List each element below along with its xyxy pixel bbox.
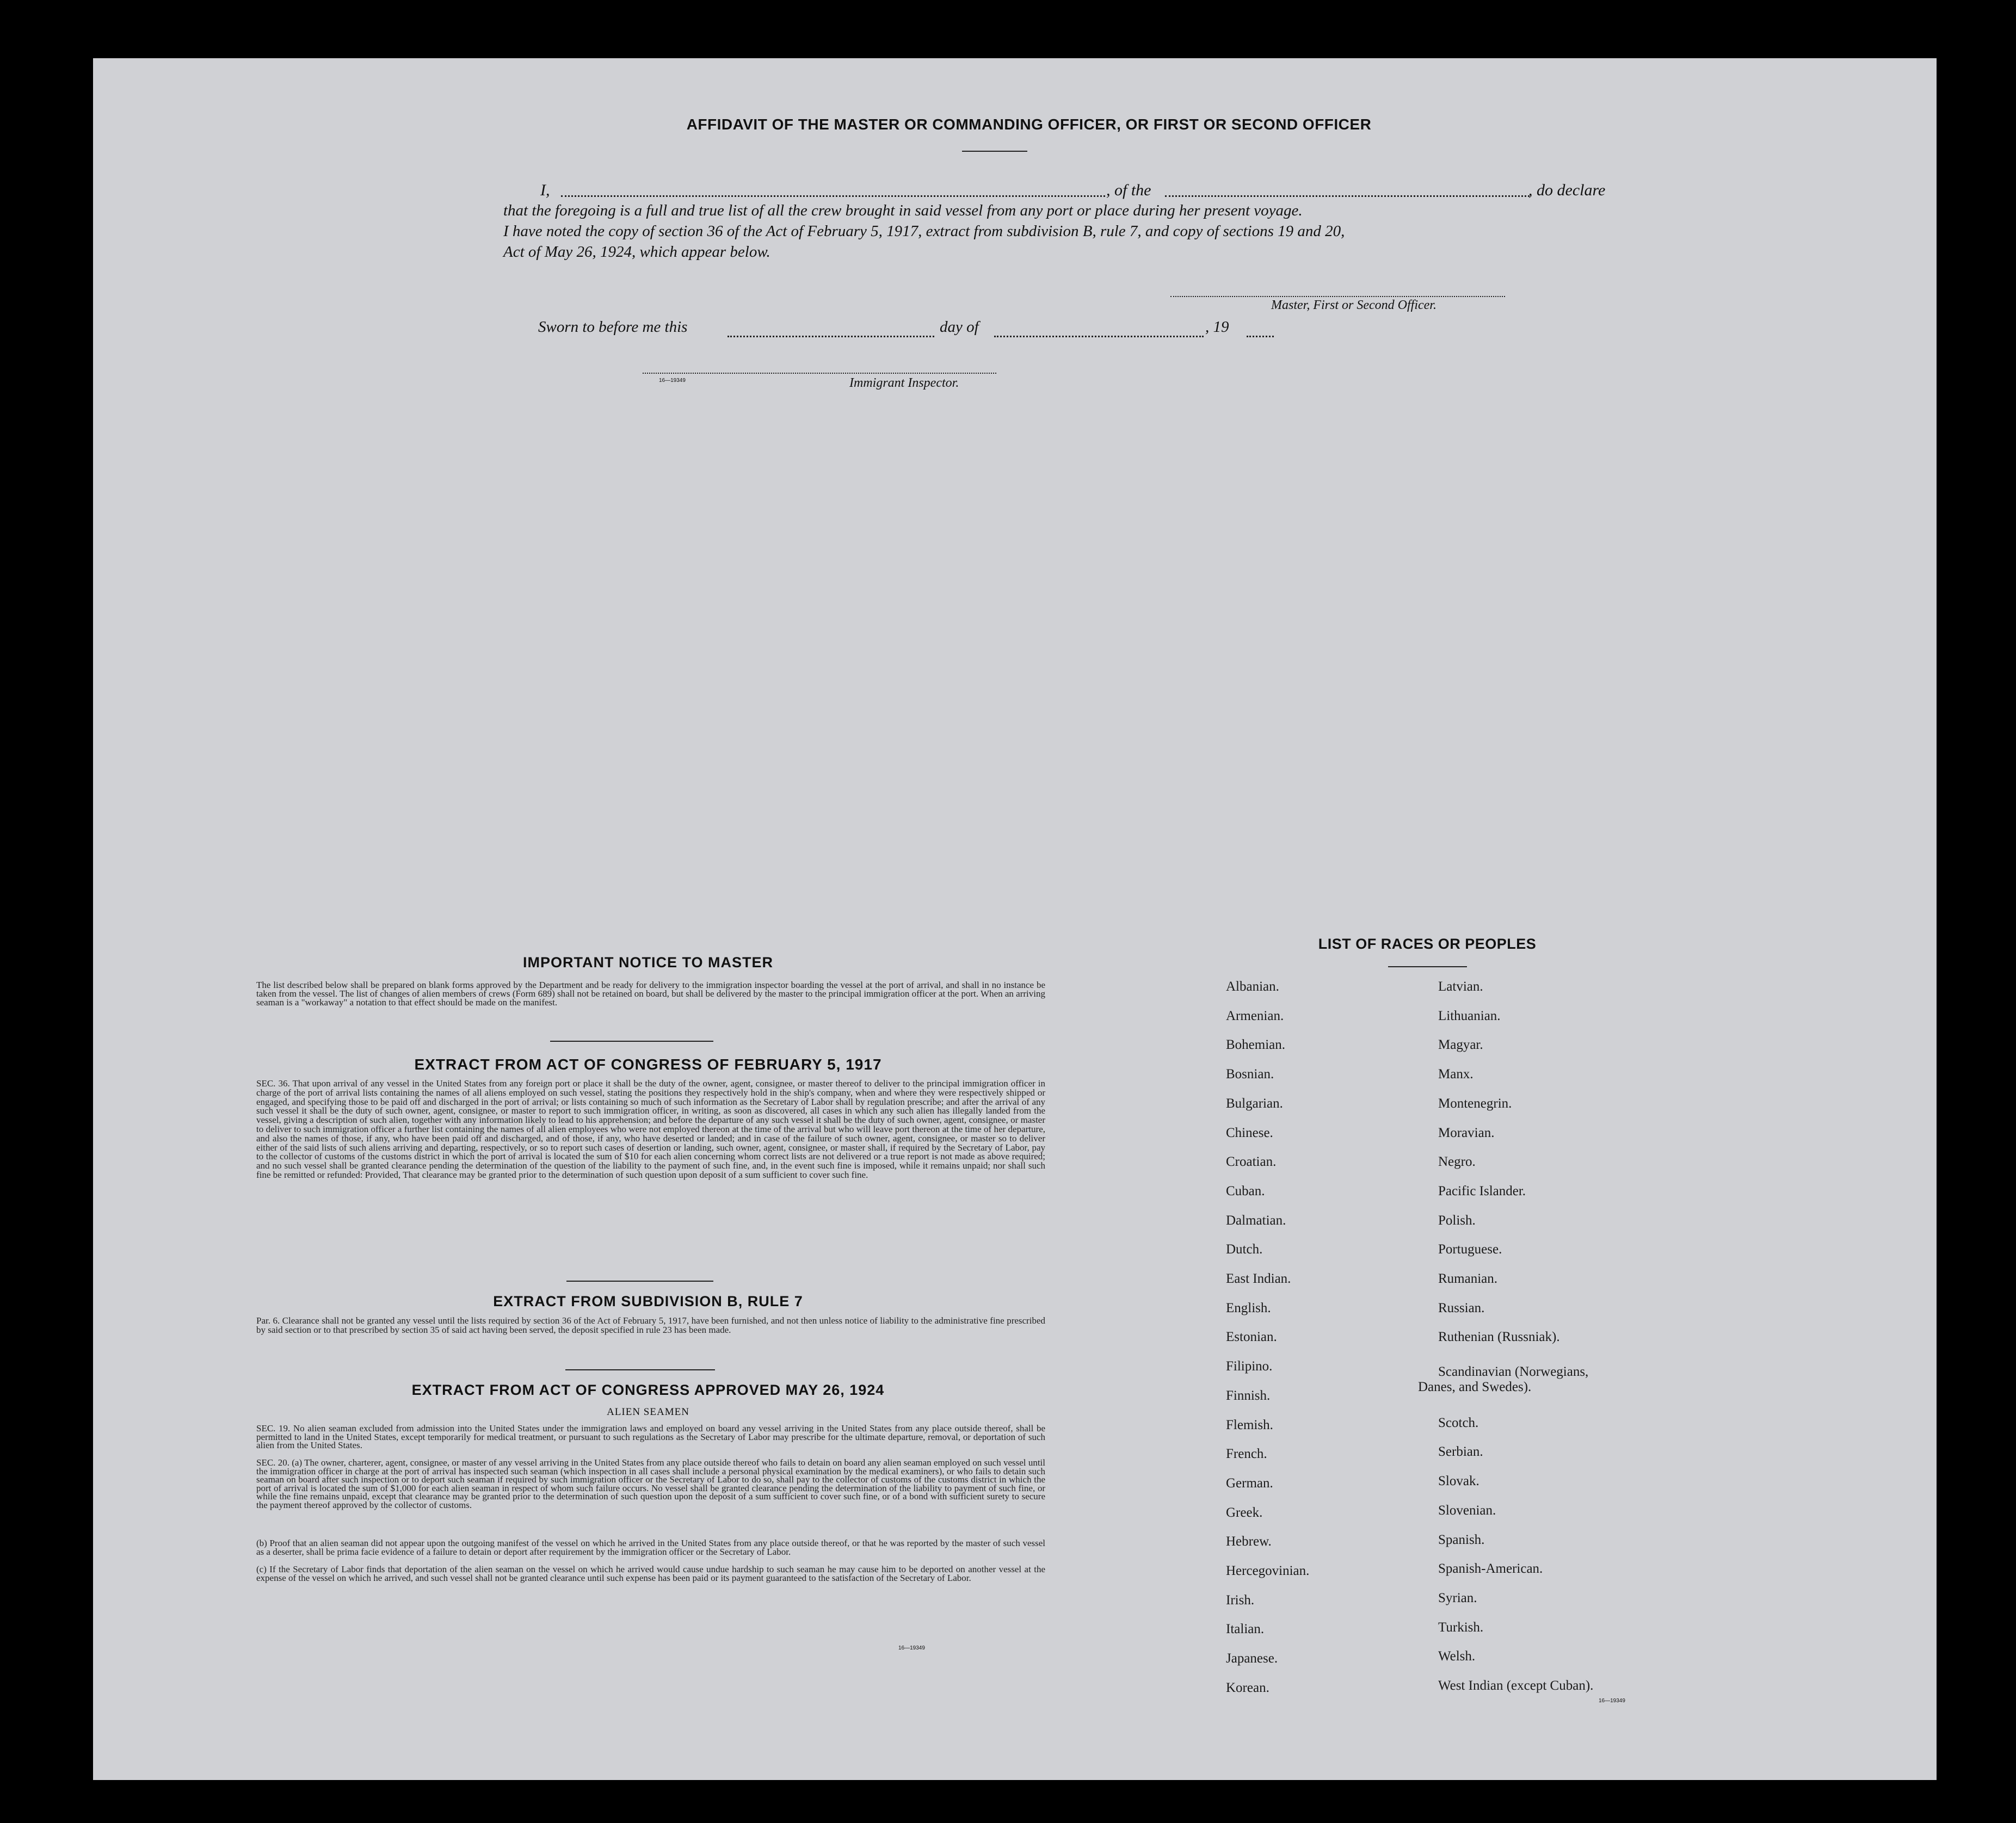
race-item: Croatian. [1226,1154,1277,1170]
race-item: Latvian. [1438,979,1483,994]
notice-title: IMPORTANT NOTICE TO MASTER [523,954,773,971]
race-item: Slovenian. [1438,1503,1496,1518]
sworn-label: Sworn to before me this [538,318,688,336]
form-number-bottom-right: 16—19349 [1599,1698,1625,1704]
inspector-label: Immigrant Inspector. [849,376,959,390]
sworn-year-field[interactable] [1247,336,1274,337]
vessel-name-field[interactable] [1165,195,1530,197]
affidavit-body-3: Act of May 26, 1924, which appear below. [503,243,770,261]
race-item: Welsh. [1438,1649,1476,1664]
extract-rule7-text: Par. 6. Clearance shall not be granted any vessel until the lists required by section 36 of the Act of February 5, 1917, have been furnished, and not then unless notice of liability to the administrative fine prescribed by said section or to that prescribed by section 35 of said act having been served, the deposit specified in rule 23 has been made. [256,1315,1045,1335]
form-number-top: 16—19349 [659,378,686,384]
of-the-label: , of the [1106,181,1151,199]
declarant-prefix: I, [540,181,550,199]
race-item: Bohemian. [1226,1037,1286,1053]
race-item: Negro. [1438,1154,1476,1170]
punch-hole-2 [1965,317,1991,343]
punch-hole-4 [1965,652,1991,678]
affidavit-body-2: I have noted the copy of section 36 of the Act of February 5, 1917, extract from subdivision B, rule 7, and copy of sections 19 and 20, [503,223,1345,240]
race-item: Danes, and Swedes). [1418,1379,1532,1394]
race-item: Slovak. [1438,1474,1479,1489]
punch-hole-1 [1965,225,1991,251]
race-item: Japanese. [1226,1651,1278,1666]
race-item: Finnish. [1226,1388,1271,1403]
race-item: German. [1226,1475,1273,1491]
race-item: Irish. [1226,1592,1255,1608]
race-item: Albanian. [1226,979,1279,994]
extract-1924-title: EXTRACT FROM ACT OF CONGRESS APPROVED MAY 26, 1924 [411,1382,885,1398]
form-page [93,58,1937,1780]
inspector-signature-field[interactable] [643,373,996,374]
race-item: Pacific Islander. [1438,1183,1526,1198]
race-item: Bulgarian. [1226,1096,1283,1111]
punch-hole-5 [1965,1133,1991,1159]
extract-1924-subtitle: ALIEN SEAMEN [607,1406,689,1418]
race-item: Serbian. [1438,1444,1483,1460]
race-item: Hebrew. [1226,1534,1272,1549]
signature-field[interactable] [1170,296,1505,297]
race-item: Hercegovinian. [1226,1564,1310,1578]
title-divider [962,151,1027,152]
race-item: Russian. [1438,1300,1485,1315]
notice-text: The list described below shall be prepared on blank forms approved by the Department and be ready for delivery to the immigration inspector boarding the vessel at the port of arrival, and shall in no instance be taken from the vessel. The list of changes of alien members of crews (Form 689) shall not be retained on board, but shall be delivered by the master to the principal immigration officer at the port. When an arriving seaman is a "workaway" a notation to that effect should be made on the manifest. [256,980,1045,1008]
race-item: Moravian. [1438,1125,1495,1140]
race-item: Italian. [1226,1622,1265,1637]
extract-rule7-divider [565,1369,715,1370]
race-item: Ruthenian (Russniak). [1438,1330,1560,1345]
extract-1924-sec20c: (c) If the Secretary of Labor finds that deportation of the alien seaman on the vessel on which he arrived would cause undue hardship to such seaman he may cause him to be deported on another vessel at the expense of the vessel on which he arrived, and such vessel shall not be granted clearance until such expense has been paid or its payment guaranteed to the satisfaction of the Secretary of Labor. [256,1564,1045,1583]
sworn-day-field[interactable] [728,336,934,337]
race-item: East Indian. [1226,1271,1291,1286]
race-item: Syrian. [1438,1590,1477,1605]
year-prefix: , 19 [1205,318,1229,336]
race-item: Dutch. [1226,1242,1263,1257]
race-item: Spanish-American. [1438,1561,1543,1577]
race-item: Greek. [1226,1505,1263,1520]
race-item: Spanish. [1438,1532,1485,1547]
sworn-month-field[interactable] [994,336,1204,337]
punch-hole-8 [1965,1554,1991,1580]
race-item: Scandinavian (Norwegians, [1438,1364,1589,1379]
race-item: Armenian. [1226,1008,1284,1023]
do-declare-label: , do declare [1528,181,1606,199]
race-item: Korean. [1226,1680,1269,1695]
race-item: Montenegrin. [1438,1096,1512,1111]
affidavit-body-1: that the foregoing is a full and true list of all the crew brought in said vessel from any port or place during her present voyage. [503,202,1303,219]
notice-divider [550,1041,713,1042]
race-item: English. [1226,1300,1271,1315]
race-item: Turkish. [1438,1620,1484,1635]
form-number-bottom-left: 16—19349 [898,1645,925,1651]
race-item: Cuban. [1226,1183,1265,1198]
affidavit-title: AFFIDAVIT OF THE MASTER OR COMMANDING OFFICER, OR FIRST OR SECOND OFFICER [686,116,1372,133]
race-item: French. [1226,1447,1267,1462]
signature-label: Master, First or Second Officer. [1271,298,1437,312]
extract-1924-sec20a: SEC. 20. (a) The owner, charterer, agent, consignee, or master of any vessel arriving in the United States from any place outside thereof who fails to detain on board any alien seaman employed on such vessel until the immigration officer in charge at the port of arrival has inspected such seaman (which inspection in all cases shall include a personal physical examination by the medical examiners), or who fails to detain such seaman on board after such inspection or to deport such seaman if required by such immigration officer or the Secretary of Labor to do so, shall pay to the collector of customs of the customs district in which the port of arrival is located the sum of $1,000 for each alien seaman in respect of whom such failure occurs. No vessel shall be granted clearance pending the determination of the liability to payment of such fine, or while the fine remains unpaid, except that clearance may be granted prior to the determination of such question upon the deposit of a sum sufficient to cover such fine, or of a bond with sufficient surety to secure the payment thereof approved by the collector of customs. [256,1457,1045,1510]
race-item: Filipino. [1226,1359,1273,1374]
race-item: Lithuanian. [1438,1008,1501,1023]
races-title: LIST OF RACES OR PEOPLES [1318,936,1537,952]
race-item: Polish. [1438,1213,1476,1228]
race-item: Magyar. [1438,1037,1483,1053]
extract-rule7-title: EXTRACT FROM SUBDIVISION B, RULE 7 [493,1293,803,1309]
race-item: Rumanian. [1438,1271,1498,1286]
race-item: Flemish. [1226,1417,1273,1432]
race-item: Chinese. [1226,1125,1273,1140]
race-item: Bosnian. [1226,1067,1274,1082]
punch-hole-3 [1965,559,1991,585]
day-of-label: day of [940,318,979,336]
extract-1924-sec20b: (b) Proof that an alien seaman did not appear upon the outgoing manifest of the vessel on which he arrived in the United States from any place outside thereof, or that he was reported by the master of such vessel as a deserter, shall be prima facie evidence of a failure to detain or deport after requirement by the immigration officer or the Secretary of Labor. [256,1538,1045,1557]
race-item: Estonian. [1226,1330,1277,1345]
punch-hole-6 [1965,1219,1991,1245]
extract-1917-text: SEC. 36. That upon arrival of any vessel in the United States from any foreign port or place it shall be the duty of the owner, agent, consignee, or master thereof to deliver to the principal immigration officer in charge of the port of arrival lists containing the names of all aliens employed on such vessel, stating the positions they respectively hold in the ship's company, when and where they were respectively shipped or engaged, and specifying those to be paid off and discharged in the port of arrival; or lists containing so much of such information as the Secretary of Labor shall by regulation prescribe; and after the arrival of any such vessel it shall be the duty of such owner, agent, consignee, or master to report to such immigration officer, in writing, as soon as discovered, all cases in which any such alien has illegally landed from the vessel, giving a description of such alien, together with any information likely to lead to his apprehension; and before the departure of any such vessel it shall be the duty of such owner, agent, consignee, or master to deliver to such immigration officer a further list containing the names of all alien employees who were not employed thereon at the time of the arrival but who will leave port thereon at the time of her departure, and also the names of those, if any, who have been paid off and discharged, and of those, if any, who have deserted or landed; and in case of the failure of such owner, agent, consignee, or master so to deliver either of the said lists of such aliens arriving and departing, respectively, or so to report such cases of desertion or landing, such owner, agent, consignee, or master shall, if required by the Secretary of Labor, pay to the collector of customs of the customs district in which the port of arrival is located the sum of $10 for each alien concerning whom correct lists are not delivered or a true report is not made as above required; and no such vessel shall be granted clearance pending the determination of the question of the liability to the payment of such fine, and, in the event such fine is imposed, while it remains unpaid; nor shall such fine be remitted or refunded: Provided, That clearance may be granted prior to the determination of such question upon deposit of a sum sufficient to cover such fine. [256,1078,1045,1180]
extract-1924-sec19: SEC. 19. No alien seaman excluded from admission into the United States under the immigration laws and employed on board any vessel arriving in the United States from any place outside thereof, shall be permitted to land in the United States, except temporarily for medical treatment, or pursuant to such regulations as the Secretary of Labor may prescribe for the ultimate departure, removal, or deportation of such alien from the United States. [256,1423,1045,1450]
races-divider [1388,966,1467,967]
extract-1917-title: EXTRACT FROM ACT OF CONGRESS OF FEBRUARY 5, 1917 [414,1056,882,1073]
race-item: Portuguese. [1438,1242,1502,1257]
declarant-name-field[interactable] [561,195,1105,197]
punch-hole-7 [1965,1468,1991,1494]
race-item: Manx. [1438,1067,1474,1082]
race-item: Scotch. [1438,1415,1479,1430]
extract-1917-divider [566,1281,713,1282]
race-item: Dalmatian. [1226,1213,1286,1228]
race-item: West Indian (except Cuban). [1438,1678,1594,1694]
